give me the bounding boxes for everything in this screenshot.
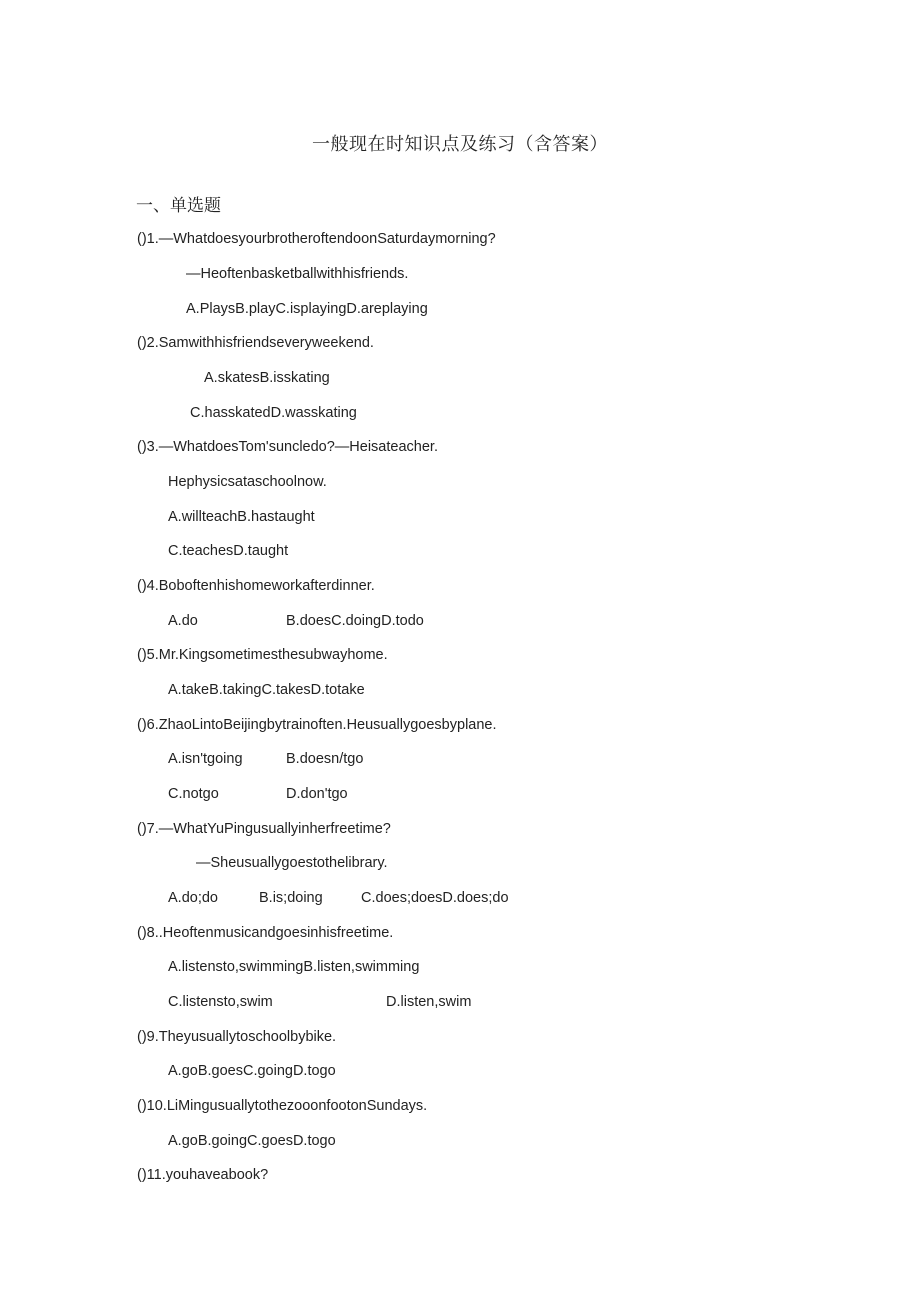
question-6: ()6.ZhaoLintoBeijingbytrainoften.Heusuallygoesbyplane. [137,717,497,733]
question-3: ()3.—WhatdoesTom'suncledo?—Heisateacher. [137,439,438,455]
document-title: 一般现在时知识点及练习（含答案） [312,134,608,154]
question-4-options-bcd: B.doesC.doingD.todo [286,613,424,629]
question-4: ()4.Boboftenhishomeworkafterdinner. [137,578,375,594]
question-11: ()11.youhaveabook? [137,1167,269,1183]
section-heading: 一、单选题 [136,196,221,215]
question-7-option-b: B.is;doing [259,890,323,906]
question-5-options: A.takeB.takingC.takesD.totake [168,682,365,698]
question-1-options: A.PlaysB.playC.isplayingD.areplaying [186,301,428,317]
question-6-option-d: D.don'tgo [286,786,348,802]
question-8-option-d: D.listen,swim [386,994,472,1010]
question-3-continuation: Hephysicsataschoolnow. [168,474,327,490]
question-2: ()2.Samwithhisfriendseveryweekend. [137,335,374,351]
question-8-options-ab: A.listensto,swimmingB.listen,swimming [168,959,420,975]
question-6-option-b: B.doesn/tgo [286,751,364,767]
question-3-options-cd: C.teachesD.taught [168,543,289,559]
question-7-answer-line: —Sheusuallygoestothelibrary. [196,855,388,871]
question-1-answer-line: —Heoftenbasketballwithhisfriends. [186,266,409,282]
question-9-options: A.goB.goesC.goingD.togo [168,1063,336,1079]
question-4-option-a: A.do [168,613,198,629]
question-6-option-c: C.notgo [168,786,219,802]
question-5: ()5.Mr.Kingsometimesthesubwayhome. [137,647,388,663]
question-9: ()9.Theyusuallytoschoolbybike. [137,1029,337,1045]
question-2-options-cd: C.hasskatedD.wasskating [190,405,357,421]
question-1: ()1.—WhatdoesyourbrotheroftendoonSaturdaymorning? [137,231,496,247]
question-10: ()10.LiMingusuallytothezoоonfootonSundays. [137,1098,428,1114]
question-6-option-a: A.isn'tgoing [168,751,243,767]
question-7: ()7.—WhatYuPingusuallyinherfreetime? [137,821,391,837]
question-7-options-cd: C.does;doesD.does;do [361,890,509,906]
question-8: ()8..Heoftenmusicandgoesinhisfreetime. [137,925,394,941]
question-2-options-ab: A.skatesB.isskating [204,370,330,386]
question-3-options-ab: A.willteachB.hastaught [168,509,315,525]
question-8-option-c: C.listensto,swim [168,994,273,1010]
question-10-options: A.goB.goingC.goesD.togo [168,1133,336,1149]
question-7-option-a: A.do;do [168,890,218,906]
